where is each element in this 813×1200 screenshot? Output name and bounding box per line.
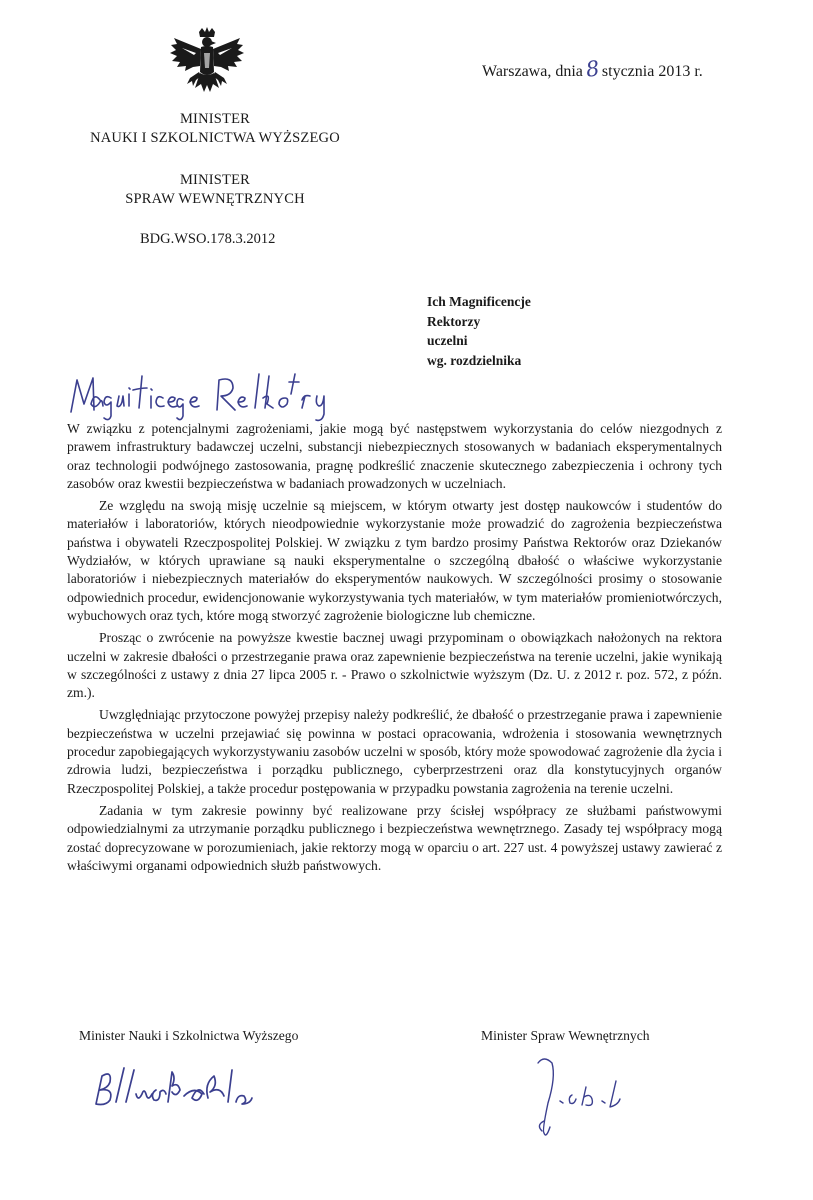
issuer-1-line-2: NAUKI I SZKOLNICTWA WYŻSZEGO	[90, 130, 340, 146]
reference-number: BDG.WSO.178.3.2012	[140, 231, 276, 247]
signature-title-right: Minister Spraw Wewnętrznych	[481, 1028, 650, 1043]
issuer-2-line-1: MINISTER	[179, 172, 251, 188]
body-paragraph-3: Prosząc o zwrócenie na powyższe kwestie bacznej uwagi przypominam o obowiązkach nałożonych na rektora uczelni w zakresie dbałości o przestrzeganie prawa oraz zapewnienie bezpieczeństwa na terenie uczelni, jakie wynikają w szczególności z ustawy z dnia 27 lipca 2005 r. - Prawo o szkolnictwie wyższym (Dz. U. z 2012 r. poz. 572, z późn. zm.).	[67, 630, 722, 701]
issuer-2-line-2: SPRAW WEWNĘTRZNYCH	[125, 191, 305, 207]
issuer-1-line-1: MINISTER	[179, 111, 251, 127]
handwritten-day: 8	[584, 56, 601, 82]
place-date-suffix: stycznia 2013 r.	[601, 63, 703, 80]
place-date-prefix: Warszawa, dnia	[482, 63, 583, 80]
addressee-line-2: Rektorzy	[427, 313, 481, 329]
letter-body	[67, 420, 722, 879]
signature-left	[88, 1058, 256, 1116]
issuer-minister-science	[55, 110, 375, 148]
issuer-minister-interior	[55, 171, 375, 209]
addressee-line-3: uczelni	[427, 333, 468, 348]
addressee-block	[427, 292, 531, 370]
body-paragraph-2: Ze względu na swoją misję uczelnie są miejscem, w którym otwarty jest dostęp naukowców i studentów do materiałów i laboratoriów, których nieodpowiednie wykorzystanie może prowadzić do zagrożenia bezpieczeństwa państwa i obywateli Rzeczpospolitej Polskiej. W związku z tym bardzo prosimy Państwa Rektorów oraz Dziekanów Wydziałów, w których uprawiane są nauki eksperymentalne o szczególną dbałość o właściwe wykorzystanie laboratoriów i niebezpiecznych materiałów do eksperymentów naukowych. W szczególności prosimy o stosowanie odpowiednich procedur, ewidencjonowanie wykorzystywania tych materiałów, w tym materiałów promieniotwórczych, wybuchowych oraz tych, które mogą stworzyć zagrożenie biologiczne lub chemiczne.	[67, 498, 722, 623]
body-paragraph-5: Zadania w tym zakresie powinny być realizowane przy ścisłej współpracy ze służbami państwowymi odpowiedzialnymi za utrzymanie porządku publicznego i bezpieczeństwa wewnętrznego. Zasady tej współpracy mogą zostać doprecyzowane w porozumieniach, jakie rektorzy mogą w oparciu o art. 227 ust. 4 powyższej ustawy zawierać z właściwymi organami odpowiednich służb państwowych.	[67, 802, 722, 873]
addressee-line-4: wg. rozdzielnika	[427, 352, 522, 368]
handwritten-salutation	[67, 370, 337, 426]
body-paragraph-1: W związku z potencjalnymi zagrożeniami, jakie mogą być następstwem wykorzystania do celów niezgodnych z prawem infrastruktury badawczej uczelni, substancji niebezpiecznych stosowanych w badaniach eksperymentalnych oraz technologii podwójnego zastosowania, pragnę podkreślić znaczenie skutecznego zabezpieczenia i ochrony tych zasobów oraz kwestii bezpieczeństwa w badaniach prowadzonych w uczelniach.	[67, 421, 722, 491]
signature-right	[530, 1053, 680, 1143]
addressee-line-1: Ich Magnificencje	[427, 294, 531, 309]
signature-title-left: Minister Nauki i Szkolnictwa Wyższego	[79, 1028, 299, 1043]
body-paragraph-4: Uwzględniając przytoczone powyżej przepisy należy podkreślić, że dbałość o przestrzeganie prawa i zapewnienie bezpieczeństwa w uczelni przejawiać się powinna w postaci opracowania, wdrożenia i stosowania wewnętrznych procedur zapobiegających wykorzystywaniu zasobów uczelni w sposób, który może spowodować zagrożenie dla życia i zdrowia ludzi, bezpieczeństwa i porządku publicznego, cyberprzestrzeni oraz dla konstytucyjnych organów Rzeczpospolitej Polskiej, a także procedur postępowania w przypadku powstania zagrożenia na terenie uczelni.	[67, 707, 722, 796]
polish-eagle-emblem-icon	[168, 26, 246, 106]
place-and-date	[482, 56, 703, 82]
